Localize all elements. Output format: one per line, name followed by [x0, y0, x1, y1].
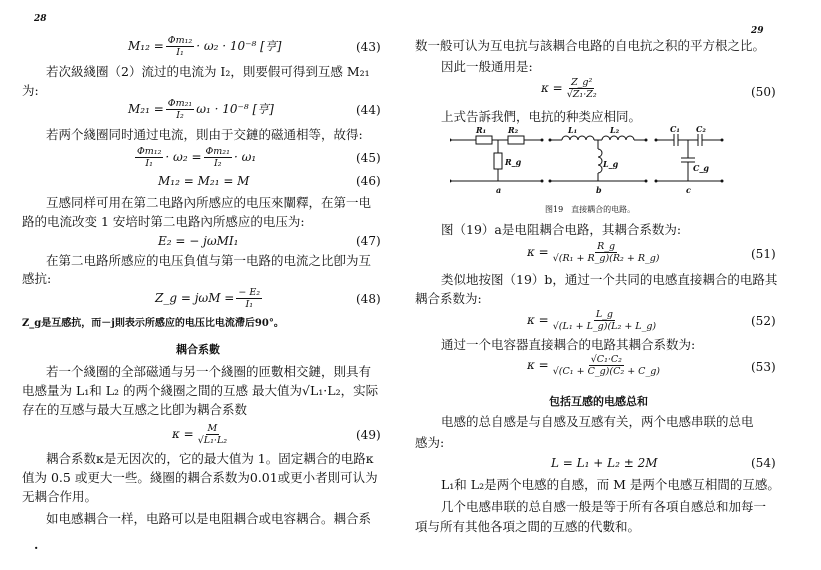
equation-number: (43) [356, 40, 381, 54]
equation-number: (44) [356, 103, 381, 117]
text-line: 項与所有其他各項之間的互感的代數和。 [415, 519, 641, 534]
equation-49: κ = $\frac{M}{\text{√L₁·L₂}}$ [172, 423, 228, 446]
label-rg: R_g [505, 157, 522, 167]
text-line: 路的电流改变 1 安培时第二电路內所感应的电压为: [22, 214, 305, 229]
equation-number: (49) [356, 428, 381, 442]
label-c2: C₂ [696, 125, 706, 134]
text-line: 若两个綫圈同时通过电流，則由于交鏈的磁通相等，故得: [46, 127, 363, 142]
equation-45: $\frac{\text{Φm₁₂}}{\text{I₁}}$ · ω₂ = $\frac{\text{Φm₂₁}}{\text{I₂}}$ · ω₁ [137, 146, 257, 169]
footer-mark: · [34, 540, 39, 555]
text-line: 感抗: [22, 271, 52, 286]
text-line: 互感同样可用在第二电路內所感应的电压來闡釋，在第一电 [46, 195, 372, 210]
text-line: 数一般可认为互电抗与該耦合电路的自电抗之积的平方根之比。 [415, 38, 766, 53]
text-line: 几个电感串联的总自感一般是等于所有各項自感总和加每一 [441, 499, 767, 514]
equation-44: M₂₁ = $\frac{\text{Φm₂₁}}{\text{I₂}}$ ω₁ · 10⁻⁸ [亨] [128, 98, 274, 121]
equation-47: E₂ = − jωMI₁ [158, 234, 239, 248]
text-line: 值为 0.5 或更大一些。綫圈的耦合系数为0.01或更小者則可认为 [22, 470, 378, 485]
resistor-r2 [508, 136, 524, 144]
resistor-rg [494, 153, 502, 169]
equation-43: M₁₂ = $\frac{\text{Φm₁₂}}{\text{I₁}}$ · ω₂ · 10⁻⁸ [亨] [128, 35, 282, 58]
equation-number: (45) [356, 151, 381, 165]
equation-number: (51) [751, 247, 776, 261]
text-line: L₁和 L₂是两个电感的自感，而 M 是两个电感互相間的互感。 [441, 477, 780, 492]
circuit-figure [450, 125, 740, 200]
text-line: 耦合系数κ是无因次的，它的最大值为 1。固定耦合的电路κ [46, 451, 374, 466]
inductor-lg [598, 149, 602, 173]
text-line: 上式告訴我們，电抗的种类应相同。 [441, 109, 642, 124]
page-number: 29 [751, 26, 764, 36]
text-line: 若次級綫圈（2）流过的电流为 I₂，則要假可得到互感 M₂₁ [46, 64, 370, 79]
equation-48: Z_g = jωM = $\frac{\text{− E₂}}{\text{I₁}}$ [155, 287, 261, 310]
equation-50: κ = $\frac{\text{Z\_g²}}{\text{√Z₁·Z₂}}$ [541, 77, 597, 100]
text-line: 为: [22, 83, 39, 98]
resistor-r1 [476, 136, 492, 144]
text-line: 耦合系数为: [415, 291, 482, 306]
equation-number: (50) [751, 85, 776, 99]
text-line: 若一个綫圈的全部磁通与另一个綫圈的匝數相交鏈，則具有 [46, 364, 372, 379]
label-l2: L₂ [610, 125, 620, 135]
equation-51: κ = $\frac{R\_g}{\text{√(R₁ + R\_g)(R₂ + R\_g)}}$ [527, 241, 660, 264]
text-line: 因此一般通用是: [441, 59, 533, 74]
note-line: Z_g是互感抗，而－j則表示所感应的电压比电流滯后90°。 [22, 318, 284, 329]
section-heading: 耦合系數 [176, 343, 220, 356]
label-r1: R₁ [476, 125, 487, 135]
label-cg: C_g [693, 163, 709, 173]
label-c1: C₁ [670, 125, 680, 134]
label-c: c [686, 185, 691, 195]
text-line: 存在的互感与最大互感之比卽为耦合系数 [22, 402, 248, 417]
inductor-l2 [602, 136, 634, 140]
text-line: 通过一个电容器直接耦合的电路其耦合系数为: [441, 337, 696, 352]
equation-54: L = L₁ + L₂ ± 2M [551, 456, 658, 470]
page-number: 28 [34, 14, 47, 24]
inductor-l1 [562, 136, 594, 140]
equation-53: κ = $\frac{\text{√C₁·C₂}}{\text{√(C₁ + C\_g)(C₂ + C\_g)}}$ [527, 354, 660, 377]
text-line: 无耦合作用。 [22, 489, 98, 504]
equation-52: κ = $\frac{L\_g}{\text{√(L₁ + L\_g)(L₂ + L\_g)}}$ [527, 309, 657, 332]
label-r2: R₂ [508, 125, 519, 135]
text-line: 图（19）a是电阻耦合电路，其耦合系数为: [441, 222, 682, 237]
label-a: a [496, 185, 502, 195]
text-line: 感为: [415, 435, 445, 450]
section-heading: 包括互感的电感总和 [549, 395, 648, 408]
text-line: 在第二电路所感应的电压負值与第一电路的电流之比卽为互 [46, 253, 372, 268]
text-line: 电感量为 L₁和 L₂ 的两个綫圈之間的互感 最大值为√L₁·L₂，实际 [22, 383, 379, 398]
text-line: 如电感耦合一样，电路可以是电阻耦合或电容耦合。耦合系 [46, 511, 372, 526]
label-lg: L_g [603, 159, 619, 169]
equation-46: M₁₂ = M₂₁ = M [158, 174, 250, 188]
equation-number: (46) [356, 174, 381, 188]
text-line: 电感的总自感是与自感及互感有关，两个电感串联的总电 [441, 414, 754, 429]
equation-number: (47) [356, 234, 381, 248]
text-line: 类似地按图（19）b，通过一个共同的电感直接耦合的电路其 [441, 272, 778, 287]
label-l1: L₁ [568, 125, 578, 135]
equation-number: (54) [751, 456, 776, 470]
equation-number: (53) [751, 360, 776, 374]
equation-number: (52) [751, 314, 776, 328]
label-b: b [596, 185, 602, 195]
figure-caption: 图19 直接耦合的电路。 [545, 205, 636, 214]
right-page [405, 0, 821, 570]
equation-number: (48) [356, 292, 381, 306]
left-page [0, 0, 405, 570]
